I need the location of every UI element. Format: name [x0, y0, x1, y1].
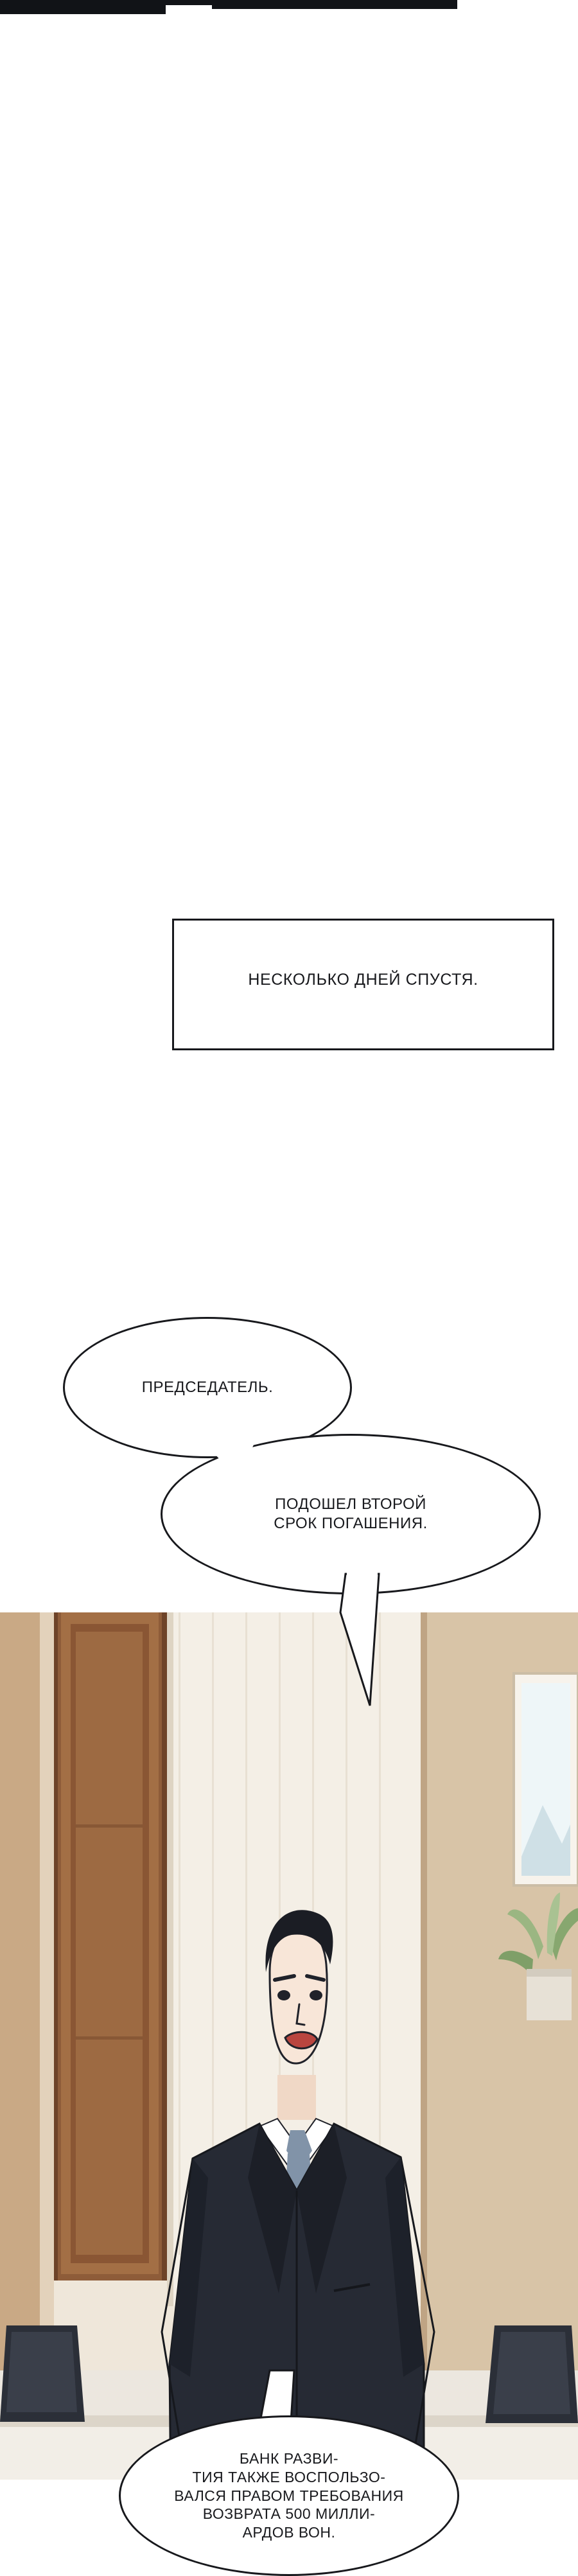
speech-bubble-chairman-text: ПРЕДСЕДАТЕЛЬ.	[141, 1379, 274, 1396]
speech-bubble-bank	[119, 2415, 459, 2576]
panel-edge-block-right	[212, 0, 457, 9]
speech-bubble-bank-text: БАНК РАЗВИ- ТИЯ ТАКЖЕ ВОСПОЛЬЗО- ВАЛСЯ ПРАВОМ ТРЕБОВАНИЯ ВОЗВРАТА 500 МИЛЛИ- АРДОВ ВОН.	[174, 2450, 404, 2541]
speech-bubble-second-term-text: ПОДОШЕЛ ВТОРОЙ СРОК ПОГАШЕНИЯ.	[274, 1495, 428, 1532]
speech-bubble-tail-chairman	[193, 1433, 270, 1490]
chair-left	[0, 2325, 85, 2422]
previous-panel-edge	[0, 0, 578, 23]
panel-edge-block-mid	[166, 0, 212, 5]
panel-edge-block-left	[0, 0, 166, 14]
narration-caption-box	[172, 919, 554, 1050]
speech-bubble-tail-second-term	[334, 1567, 417, 1715]
chair-right	[486, 2325, 578, 2423]
narration-caption-text: НЕСКОЛЬКО ДНЕЙ СПУСТЯ.	[248, 971, 478, 989]
